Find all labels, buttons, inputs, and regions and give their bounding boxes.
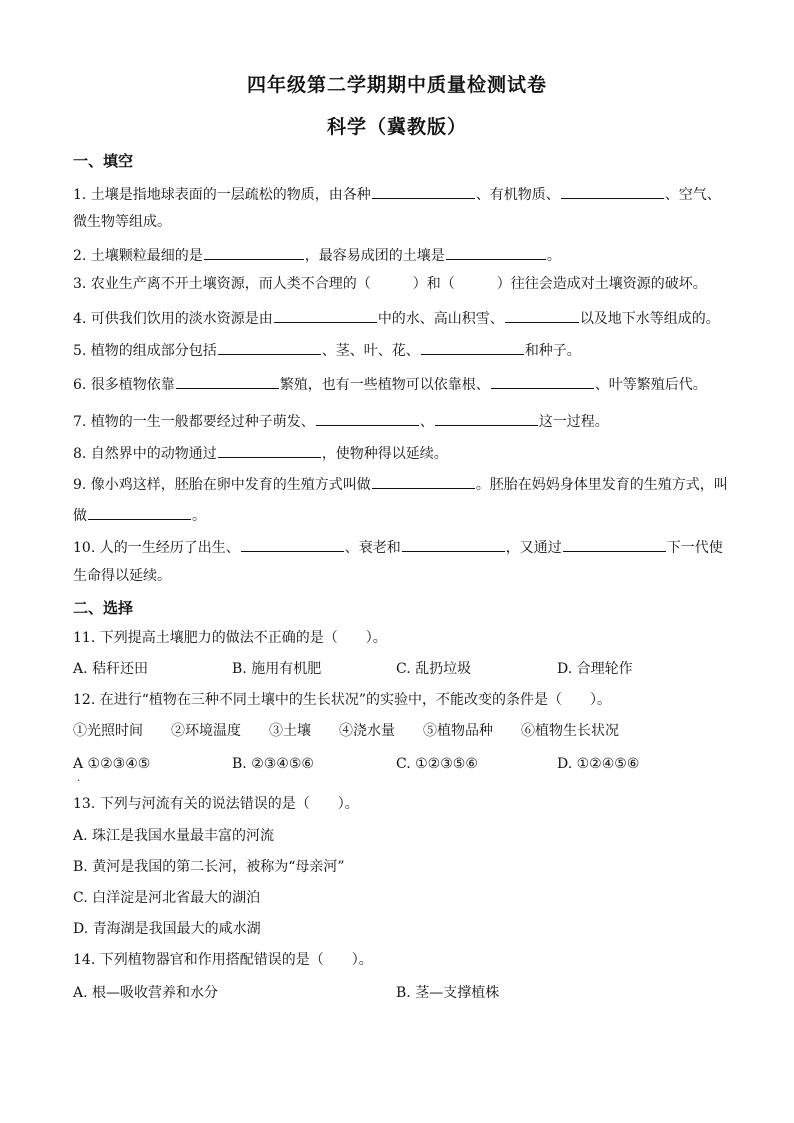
question-text: 、茎、叶、花、 — [321, 343, 420, 359]
question-1 — [73, 182, 721, 205]
question-9-cont — [73, 503, 206, 526]
question-text: 2. 土壤颗粒最细的是 — [73, 248, 203, 264]
question-text: 、有机物质、 — [475, 187, 560, 203]
question-text: 和种子。 — [524, 343, 581, 359]
answer-blank[interactable] — [204, 243, 304, 260]
answer-blank[interactable] — [435, 409, 538, 426]
question-text: 、空气、 — [664, 187, 721, 203]
question-text: 1. 土壤是指地球表面的一层疏松的物质，由各种 — [73, 187, 371, 203]
answer-blank[interactable] — [402, 535, 505, 552]
option-a[interactable]: A. 珠江是我国水量最丰富的河流 — [73, 828, 275, 844]
option-c[interactable]: C. 白洋淀是河北省最大的湖泊 — [73, 890, 261, 906]
option-b[interactable]: B. 茎—支撑植株 — [396, 985, 500, 1001]
question-13: 13. 下列与河流有关的说法错误的是（ ）。 — [73, 796, 359, 812]
answer-blank[interactable] — [176, 372, 279, 389]
stray-dot: · — [77, 776, 81, 787]
option-b[interactable]: B. 黄河是我国的第二长河，被称为“母亲河” — [73, 859, 345, 875]
question-text: 。胚胎在妈妈身体里发育的生殖方式，叫 — [475, 477, 728, 493]
option-a[interactable]: A. 秸秆还田 — [73, 661, 149, 677]
question-text: ，又通过 — [505, 540, 562, 556]
page-title: 四年级第二学期期中质量检测试卷 — [246, 74, 547, 96]
answer-blank[interactable] — [446, 243, 546, 260]
option-b[interactable]: B. ②③④⑤⑥ — [232, 756, 314, 772]
section-heading-fill: 一、填空 — [73, 152, 134, 170]
question-11: 11. 下列提高土壤肥力的做法不正确的是（ ）。 — [73, 630, 387, 646]
question-10 — [73, 535, 723, 558]
option-a[interactable]: A ①②③④⑤ — [73, 756, 151, 772]
answer-blank[interactable] — [316, 409, 419, 426]
question-text: 繁殖，也有一些植物可以依靠根、 — [279, 377, 490, 393]
option-c[interactable]: C. ①②③⑤⑥ — [396, 756, 478, 772]
question-text: ，使物种得以延续。 — [321, 446, 448, 462]
question-text: 以及地下水等组成的。 — [579, 311, 720, 327]
answer-blank[interactable] — [372, 182, 475, 199]
question-1-cont: 微生物等组成。 — [73, 214, 171, 230]
question-text: 4. 可供我们饮用的淡水资源是由 — [73, 311, 273, 327]
question-10-cont: 生命得以延续。 — [73, 568, 171, 584]
question-9 — [73, 472, 728, 495]
option-d[interactable]: D. 合理轮作 — [557, 661, 633, 677]
question-3: 3. 农业生产离不开土壤资源，而人类不合理的（ ）和（ ）往往会造成对土壤资源的破坏。 — [73, 276, 707, 292]
question-6 — [73, 372, 707, 395]
answer-blank[interactable] — [491, 372, 594, 389]
question-text: ，最容易成团的土壤是 — [304, 248, 445, 264]
option-d[interactable]: D. ①②④⑤⑥ — [557, 756, 640, 772]
question-text: 5. 植物的组成部分包括 — [73, 343, 217, 359]
question-text: 下一代使 — [666, 540, 723, 556]
answer-blank[interactable] — [88, 503, 191, 520]
question-5 — [73, 338, 581, 361]
answer-blank[interactable] — [563, 535, 666, 552]
answer-blank[interactable] — [372, 472, 475, 489]
answer-blank[interactable] — [274, 306, 377, 323]
answer-blank[interactable] — [421, 338, 524, 355]
question-text: 、 — [419, 414, 434, 430]
option-c[interactable]: C. 乱扔垃圾 — [396, 661, 472, 677]
answer-blank[interactable] — [218, 338, 321, 355]
question-4 — [73, 306, 720, 329]
question-text: 这一过程。 — [538, 414, 609, 430]
question-text: 、衰老和 — [344, 540, 401, 556]
question-text: 。 — [192, 508, 206, 524]
option-a[interactable]: A. 根—吸收营养和水分 — [73, 985, 219, 1001]
question-text: 。 — [546, 248, 561, 264]
question-12: 12. 在进行“植物在三种不同土壤中的生长状况”的实验中，不能改变的条件是（ ）。 — [73, 692, 612, 708]
question-text: 7. 植物的一生一般都要经过种子萌发、 — [73, 414, 315, 430]
question-7 — [73, 409, 609, 432]
question-8 — [73, 441, 448, 464]
question-14: 14. 下列植物器官和作用搭配错误的是（ ）。 — [73, 952, 373, 968]
section-heading-choice: 二、选择 — [73, 599, 134, 617]
question-text: 做 — [73, 508, 87, 524]
question-text: 8. 自然界中的动物通过 — [73, 446, 217, 462]
answer-blank[interactable] — [241, 535, 344, 552]
question-text: 9. 像小鸡这样，胚胎在卵中发育的生殖方式叫做 — [73, 477, 371, 493]
answer-blank[interactable] — [505, 306, 579, 323]
question-text: 10. 人的一生经历了出生、 — [73, 540, 240, 556]
question-text: 6. 很多植物依靠 — [73, 377, 175, 393]
page-subtitle: 科学（冀教版） — [326, 116, 467, 138]
question-12-factors: ①光照时间 ②环境温度 ③土壤 ④浇水量 ⑤植物品种 ⑥植物生长状况 — [73, 723, 619, 739]
option-d[interactable]: D. 青海湖是我国最大的咸水湖 — [73, 921, 261, 937]
answer-blank[interactable] — [218, 441, 321, 458]
question-text: 、叶等繁殖后代。 — [594, 377, 707, 393]
question-2 — [73, 243, 561, 266]
question-text: 中的水、高山积雪、 — [377, 311, 504, 327]
option-b[interactable]: B. 施用有机肥 — [232, 661, 322, 677]
answer-blank[interactable] — [561, 182, 664, 199]
